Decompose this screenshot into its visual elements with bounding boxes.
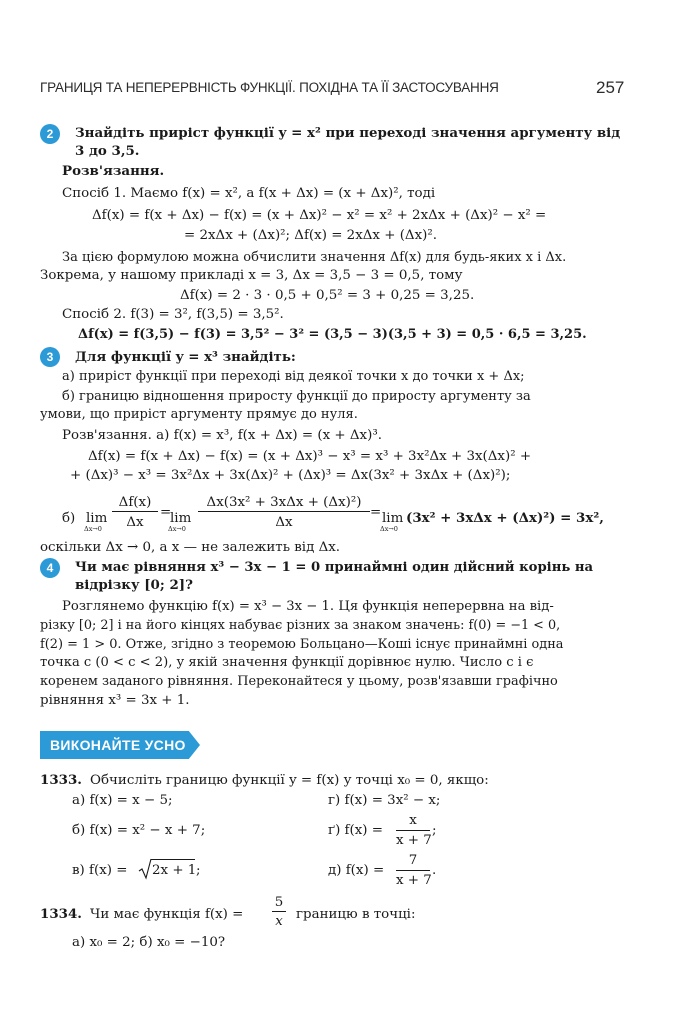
- lim-2: lim: [170, 511, 192, 526]
- frac1-bar: [112, 511, 158, 512]
- page-number: 257: [596, 78, 625, 97]
- task-2-eq1: Δf(x) = f(x + Δx) − f(x) = (x + Δx)² − x² = x² + 2xΔx + (Δx)² − x² =: [92, 208, 547, 223]
- ex-1334-number: 1334.: [40, 906, 82, 922]
- task-2-badge: 2: [40, 124, 60, 144]
- lim-1: lim: [86, 511, 108, 526]
- ex-1333-b: б) f(x) = x² − x + 7;: [72, 823, 206, 838]
- task-2-method1: Спосіб 1. Маємо f(x) = x², а f(x + Δx) = (x + Δx)², тоді: [62, 186, 436, 201]
- lim-2-sub: Δx→0: [168, 525, 186, 533]
- ex-1333-v-end: ;: [196, 863, 201, 878]
- ex-1333-d-bar: [396, 870, 430, 871]
- sqrt-overline: [151, 859, 195, 860]
- task-3-eq2: + (Δx)³ − x³ = 3x²Δx + 3x(Δx)² + (Δx)³ = Δx(3x² + 3xΔx + (Δx)²);: [70, 468, 511, 483]
- ex-1333-g2-bar: [396, 830, 430, 831]
- task-3-last: оскільки Δx → 0, а x — не залежить від Δx.: [40, 540, 341, 555]
- task-4-p4: точка c (0 < c < 2), у якій значення функції дорівнює нулю. Число c і є: [40, 655, 534, 670]
- oral-exercises-banner-label: ВИКОНАЙТЕ УСНО: [50, 737, 186, 753]
- ex-1333-g: г) f(x) = 3x² − x;: [328, 793, 441, 808]
- ex-1334-frac-bar: [272, 911, 286, 912]
- task-3-badge: 3: [40, 347, 60, 367]
- task-2-solution-label: Розв'язання.: [62, 163, 165, 179]
- ex-1333-v-radicand: 2x + 1: [152, 863, 197, 878]
- ex-1334-line2: а) x₀ = 2; б) x₀ = −10?: [72, 935, 226, 950]
- task-2-line1: Знайдіть приріст функції y = x² при переході значення аргументу від: [75, 125, 621, 141]
- task-3-b1: б) границю відношення приросту функції до приросту аргументу за: [62, 389, 531, 404]
- task-3-eq1: Δf(x) = f(x + Δx) − f(x) = (x + Δx)³ − x³ = x³ + 3x²Δx + 3x(Δx)² +: [88, 449, 532, 464]
- lim-3-tail: (3x² + 3xΔx + (Δx)²) = 3x²,: [406, 510, 604, 526]
- ex-1333-d-label: д) f(x) =: [328, 863, 385, 878]
- task-2-method2: Спосіб 2. f(3) = 3², f(3,5) = 3,5².: [62, 307, 284, 322]
- ex-1333-g2-label: ґ) f(x) =: [328, 823, 383, 838]
- task-2-text2: Зокрема, у нашому прикладі x = 3, Δx = 3,5 − 3 = 0,5, тому: [40, 268, 463, 283]
- ex-1333-a: а) f(x) = x − 5;: [72, 793, 173, 808]
- eq-sign-2: =: [370, 505, 382, 520]
- task-4-p1: Розглянемо функцію f(x) = x³ − 3x − 1. Ця функція неперервна на від-: [62, 599, 554, 614]
- task-4-badge: 4: [40, 558, 60, 578]
- task-2-line2: 3 до 3,5.: [75, 143, 140, 159]
- frac2-bar: [198, 511, 370, 512]
- frac2-num: Δx(3x² + 3xΔx + (Δx)²): [206, 495, 362, 510]
- lim-3-sub: Δx→0: [380, 525, 398, 533]
- task-2-eq2: = 2xΔx + (Δx)²; Δf(x) = 2xΔx + (Δx)².: [184, 228, 437, 243]
- running-header: ГРАНИЦЯ ТА НЕПЕРЕРВНІСТЬ ФУНКЦІЇ. ПОХІДНА ТА ЇЇ ЗАСТОСУВАННЯ: [40, 80, 499, 95]
- task-3-a: а) приріст функції при переході від деякої точки x до точки x + Δx;: [62, 369, 525, 384]
- task-3-solution: Розв'язання. а) f(x) = x³, f(x + Δx) = (x + Δx)³.: [62, 428, 382, 443]
- task-3-b-label: б): [62, 511, 76, 526]
- task-4-p5: коренем заданого рівняння. Переконайтеся у цьому, розв'язавши графічно: [40, 674, 558, 689]
- ex-1333-d-num: 7: [408, 853, 418, 868]
- lim-1-sub: Δx→0: [84, 525, 102, 533]
- frac1-den: Δx: [126, 515, 144, 530]
- ex-1333-d-end: .: [432, 863, 437, 878]
- ex-1333-v-label: в) f(x) =: [72, 863, 128, 878]
- ex-1334-frac-num: 5: [274, 895, 284, 910]
- ex-1333-d-den: x + 7: [396, 873, 432, 888]
- ex-1333-g2-den: x + 7: [396, 833, 432, 848]
- task-4-p6: рівняння x³ = 3x + 1.: [40, 693, 190, 708]
- frac1-num: Δf(x): [118, 495, 152, 510]
- task-4-p3: f(2) = 1 > 0. Отже, згідно з теоремою Больцано—Коші існує принаймні одна: [40, 637, 564, 652]
- task-2-text1: За цією формулою можна обчислити значення Δf(x) для будь-яких x і Δx.: [62, 250, 567, 265]
- task-2-eq3: Δf(x) = 2 · 3 · 0,5 + 0,5² = 3 + 0,25 = 3,25.: [180, 288, 475, 303]
- ex-1333-text: Обчисліть границю функції y = f(x) у точці x₀ = 0, якщо:: [90, 773, 489, 788]
- sqrt-symbol: [138, 858, 152, 880]
- ex-1333-number: 1333.: [40, 772, 82, 788]
- task-3-b2: умови, що приріст аргументу прямує до нуля.: [40, 407, 358, 422]
- frac2-den: Δx: [275, 515, 293, 530]
- eq-sign-1: =: [160, 505, 172, 520]
- ex-1334-frac-den: x: [275, 914, 283, 929]
- ex-1333-g2-num: x: [409, 813, 417, 828]
- task-3-line1: Для функції y = x³ знайдіть:: [75, 349, 296, 365]
- ex-1333-g2-end: ;: [432, 823, 437, 838]
- task-4-line2: відрізку [0; 2]?: [75, 577, 193, 593]
- ex-1334-text2: границю в точці:: [296, 907, 416, 922]
- task-2-eq4: Δf(x) = f(3,5) − f(3) = 3,5² − 3² = (3,5 − 3)(3,5 + 3) = 0,5 · 6,5 = 3,25.: [78, 327, 587, 342]
- ex-1334-text1: Чи має функція f(x) =: [90, 907, 244, 922]
- lim-3: lim: [382, 511, 404, 526]
- task-4-line1: Чи має рівняння x³ − 3x − 1 = 0 принаймні один дійсний корінь на: [75, 560, 594, 575]
- task-4-p2: різку [0; 2] і на його кінцях набуває різних за знаком значень: f(0) = −1 < 0,: [40, 618, 561, 633]
